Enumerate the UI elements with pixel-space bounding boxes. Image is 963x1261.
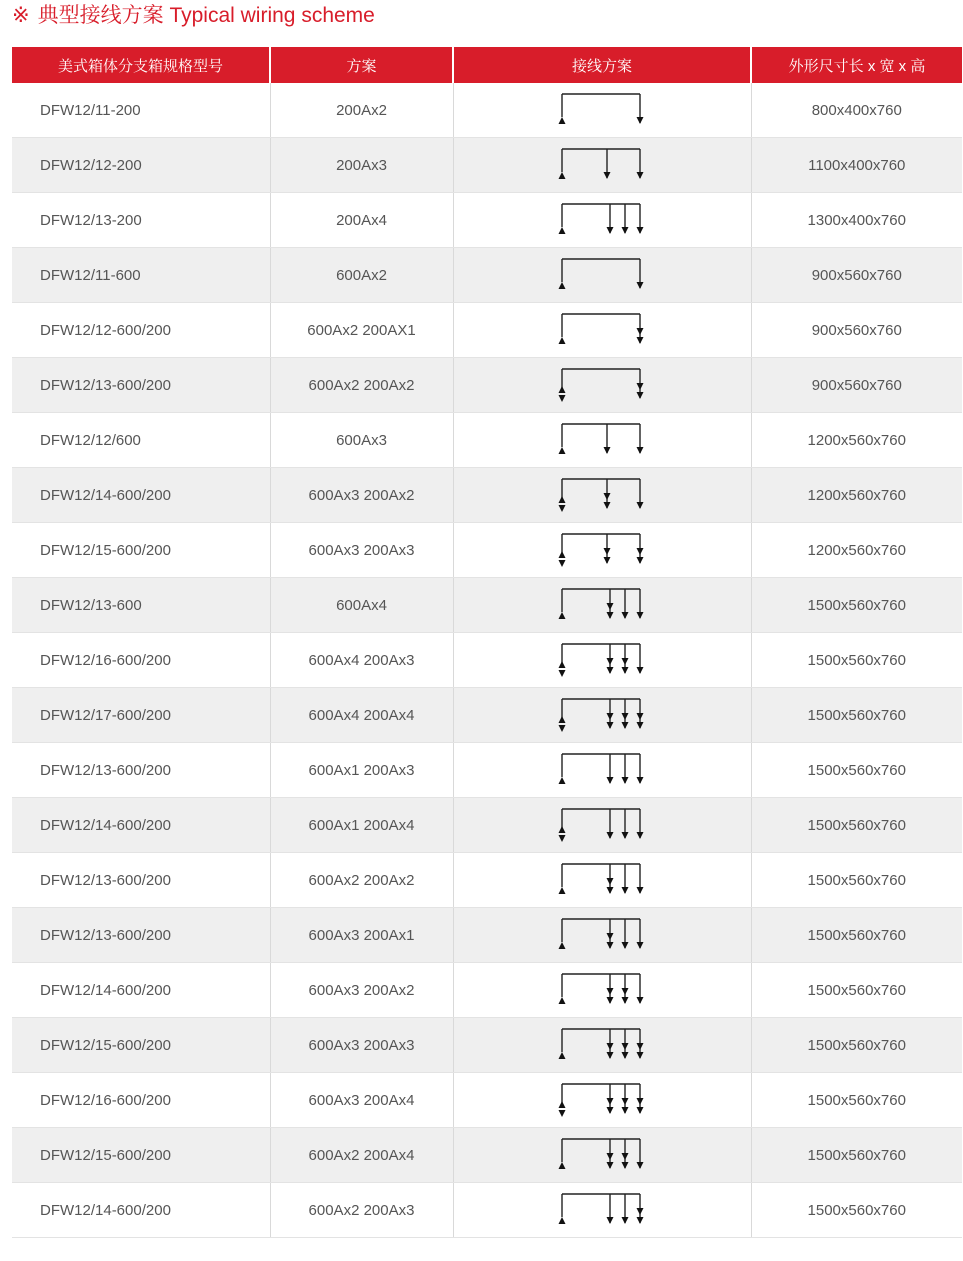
down-arrow-icon [607, 603, 614, 610]
down-arrow-icon [607, 832, 614, 839]
down-arrow-icon [637, 392, 644, 399]
down-arrow-icon [607, 1162, 614, 1169]
scheme-cell: 600Ax2 [270, 248, 453, 303]
up-arrow-icon [559, 447, 566, 454]
size-cell: 1500x560x760 [751, 1128, 962, 1183]
size-cell: 1500x560x760 [751, 633, 962, 688]
down-arrow-icon [637, 713, 644, 720]
wiring-scheme-table [12, 47, 962, 1238]
down-arrow-icon [622, 887, 629, 894]
down-arrow-icon [622, 667, 629, 674]
table-row [12, 908, 962, 963]
up-arrow-icon [559, 1052, 566, 1059]
model-cell: DFW12/16-600/200 [12, 1073, 270, 1128]
wiring-diagram-cell [453, 1128, 751, 1183]
scheme-cell: 600Ax4 [270, 578, 453, 633]
down-arrow-icon [622, 1153, 629, 1160]
down-arrow-icon [622, 1052, 629, 1059]
wiring-diagram-cell [453, 83, 751, 138]
down-arrow-icon [637, 502, 644, 509]
table-row [12, 798, 962, 853]
up-arrow-icon [559, 227, 566, 234]
model-cell: DFW12/13-600/200 [12, 853, 270, 908]
wiring-diagram [556, 750, 648, 790]
scheme-cell: 600Ax4 200Ax3 [270, 633, 453, 688]
header-scheme: 方案 [270, 47, 453, 83]
size-cell: 900x560x760 [751, 358, 962, 413]
wiring-diagram-cell [453, 413, 751, 468]
model-cell: DFW12/13-200 [12, 193, 270, 248]
wiring-diagram [556, 90, 648, 130]
wiring-diagram-cell [453, 853, 751, 908]
table-row [12, 1073, 962, 1128]
down-arrow-icon [607, 1098, 614, 1105]
down-arrow-icon [622, 1098, 629, 1105]
scheme-cell: 200Ax3 [270, 138, 453, 193]
size-cell: 1500x560x760 [751, 578, 962, 633]
table-row [12, 633, 962, 688]
scheme-cell: 600Ax4 200Ax4 [270, 688, 453, 743]
size-cell: 900x560x760 [751, 248, 962, 303]
size-cell: 1500x560x760 [751, 798, 962, 853]
down-arrow-icon [622, 1162, 629, 1169]
down-arrow-icon [637, 1043, 644, 1050]
table-row [12, 743, 962, 798]
wiring-diagram [556, 1080, 648, 1120]
table-row [12, 1183, 962, 1238]
down-arrow-icon [604, 493, 611, 500]
table-row [12, 963, 962, 1018]
wiring-diagram [556, 970, 648, 1010]
scheme-cell: 600Ax3 200Ax2 [270, 963, 453, 1018]
scheme-cell: 600Ax3 200Ax1 [270, 908, 453, 963]
section-title [12, 2, 375, 30]
down-arrow-icon [607, 722, 614, 729]
scheme-cell: 600Ax2 200Ax2 [270, 853, 453, 908]
wiring-diagram [556, 915, 648, 955]
down-arrow-icon [637, 942, 644, 949]
size-cell: 800x400x760 [751, 83, 962, 138]
wiring-diagram [556, 695, 648, 735]
wiring-diagram-cell [453, 193, 751, 248]
wiring-diagram-cell [453, 963, 751, 1018]
scheme-cell: 600Ax3 200Ax4 [270, 1073, 453, 1128]
table-row [12, 1128, 962, 1183]
table-row [12, 358, 962, 413]
down-arrow-icon [559, 505, 566, 512]
down-arrow-icon [622, 713, 629, 720]
wiring-diagram [556, 860, 648, 900]
scheme-cell: 600Ax1 200Ax4 [270, 798, 453, 853]
size-cell: 1500x560x760 [751, 853, 962, 908]
model-cell: DFW12/13-600/200 [12, 908, 270, 963]
down-arrow-icon [637, 997, 644, 1004]
down-arrow-icon [607, 667, 614, 674]
table-header-row [12, 47, 962, 83]
model-cell: DFW12/11-600 [12, 248, 270, 303]
down-arrow-icon [637, 172, 644, 179]
wiring-diagram-cell [453, 633, 751, 688]
down-arrow-icon [637, 548, 644, 555]
up-arrow-icon [559, 716, 566, 723]
down-arrow-icon [637, 1052, 644, 1059]
up-arrow-icon [559, 1101, 566, 1108]
wiring-diagram-cell [453, 798, 751, 853]
up-arrow-icon [559, 1162, 566, 1169]
scheme-cell: 600Ax1 200Ax3 [270, 743, 453, 798]
down-arrow-icon [607, 1153, 614, 1160]
down-arrow-icon [559, 835, 566, 842]
size-cell: 1500x560x760 [751, 743, 962, 798]
down-arrow-icon [622, 1107, 629, 1114]
down-arrow-icon [559, 560, 566, 567]
wiring-diagram [556, 805, 648, 845]
model-cell: DFW12/14-600/200 [12, 798, 270, 853]
wiring-diagram-cell [453, 358, 751, 413]
wiring-diagram [556, 1135, 648, 1175]
header-wiring: 接线方案 [453, 47, 751, 83]
down-arrow-icon [559, 670, 566, 677]
down-arrow-icon [559, 1110, 566, 1117]
wiring-diagram [556, 310, 648, 350]
down-arrow-icon [622, 1043, 629, 1050]
wiring-diagram [556, 585, 648, 625]
down-arrow-icon [607, 612, 614, 619]
wiring-diagram [556, 365, 648, 405]
down-arrow-icon [622, 1217, 629, 1224]
up-arrow-icon [559, 496, 566, 503]
wiring-diagram [556, 1025, 648, 1065]
model-cell: DFW12/13-600 [12, 578, 270, 633]
down-arrow-icon [637, 612, 644, 619]
wiring-diagram [556, 640, 648, 680]
table-row [12, 83, 962, 138]
scheme-cell: 200Ax4 [270, 193, 453, 248]
model-cell: DFW12/15-600/200 [12, 1018, 270, 1073]
up-arrow-icon [559, 551, 566, 558]
wiring-diagram [556, 255, 648, 295]
size-cell: 1500x560x760 [751, 1073, 962, 1128]
down-arrow-icon [604, 548, 611, 555]
model-cell: DFW12/11-200 [12, 83, 270, 138]
size-cell: 1500x560x760 [751, 688, 962, 743]
down-arrow-icon [604, 172, 611, 179]
up-arrow-icon [559, 172, 566, 179]
down-arrow-icon [637, 1208, 644, 1215]
down-arrow-icon [607, 658, 614, 665]
down-arrow-icon [637, 1098, 644, 1105]
down-arrow-icon [622, 722, 629, 729]
model-cell: DFW12/12-600/200 [12, 303, 270, 358]
model-cell: DFW12/12/600 [12, 413, 270, 468]
wiring-diagram-cell [453, 908, 751, 963]
wiring-diagram [556, 1190, 648, 1230]
table-row [12, 248, 962, 303]
down-arrow-icon [622, 227, 629, 234]
down-arrow-icon [637, 117, 644, 124]
wiring-diagram-cell [453, 138, 751, 193]
wiring-diagram-cell [453, 248, 751, 303]
up-arrow-icon [559, 997, 566, 1004]
down-arrow-icon [637, 1217, 644, 1224]
scheme-cell: 600Ax2 200Ax4 [270, 1128, 453, 1183]
down-arrow-icon [622, 942, 629, 949]
model-cell: DFW12/13-600/200 [12, 743, 270, 798]
size-cell: 1500x560x760 [751, 1183, 962, 1238]
down-arrow-icon [607, 1043, 614, 1050]
down-arrow-icon [637, 383, 644, 390]
wiring-diagram [556, 145, 648, 185]
down-arrow-icon [622, 612, 629, 619]
down-arrow-icon [607, 1107, 614, 1114]
down-arrow-icon [622, 997, 629, 1004]
model-cell: DFW12/15-600/200 [12, 523, 270, 578]
down-arrow-icon [637, 557, 644, 564]
up-arrow-icon [559, 1217, 566, 1224]
scheme-cell: 600Ax3 [270, 413, 453, 468]
wiring-diagram [556, 420, 648, 460]
size-cell: 900x560x760 [751, 303, 962, 358]
model-cell: DFW12/12-200 [12, 138, 270, 193]
down-arrow-icon [637, 777, 644, 784]
size-cell: 1500x560x760 [751, 1018, 962, 1073]
wiring-diagram-cell [453, 578, 751, 633]
wiring-diagram-cell [453, 1018, 751, 1073]
wiring-diagram [556, 200, 648, 240]
scheme-cell: 600Ax3 200Ax3 [270, 523, 453, 578]
table-row [12, 193, 962, 248]
down-arrow-icon [622, 658, 629, 665]
table-row [12, 413, 962, 468]
size-cell: 1500x560x760 [751, 963, 962, 1018]
down-arrow-icon [607, 933, 614, 940]
up-arrow-icon [559, 661, 566, 668]
up-arrow-icon [559, 777, 566, 784]
down-arrow-icon [604, 447, 611, 454]
wiring-diagram [556, 530, 648, 570]
model-cell: DFW12/14-600/200 [12, 963, 270, 1018]
down-arrow-icon [622, 832, 629, 839]
reference-mark-icon: ※ [12, 4, 30, 27]
down-arrow-icon [559, 395, 566, 402]
section-title-text: 典型接线方案 Typical wiring scheme [37, 4, 375, 27]
up-arrow-icon [559, 826, 566, 833]
scheme-cell: 600Ax2 200Ax3 [270, 1183, 453, 1238]
scheme-cell: 600Ax3 200Ax2 [270, 468, 453, 523]
model-cell: DFW12/14-600/200 [12, 468, 270, 523]
wiring-diagram-cell [453, 1183, 751, 1238]
wiring-diagram-cell [453, 743, 751, 798]
scheme-cell: 200Ax2 [270, 83, 453, 138]
model-cell: DFW12/15-600/200 [12, 1128, 270, 1183]
wiring-diagram-cell [453, 468, 751, 523]
table-row [12, 853, 962, 908]
down-arrow-icon [604, 557, 611, 564]
wiring-diagram-cell [453, 688, 751, 743]
down-arrow-icon [622, 988, 629, 995]
table-body [12, 83, 962, 1238]
header-model: 美式箱体分支箱规格型号 [12, 47, 270, 83]
scheme-cell: 600Ax3 200Ax3 [270, 1018, 453, 1073]
down-arrow-icon [607, 227, 614, 234]
table-row [12, 688, 962, 743]
scheme-cell: 600Ax2 200Ax2 [270, 358, 453, 413]
wiring-diagram-cell [453, 303, 751, 358]
down-arrow-icon [637, 722, 644, 729]
down-arrow-icon [637, 282, 644, 289]
up-arrow-icon [559, 282, 566, 289]
up-arrow-icon [559, 887, 566, 894]
down-arrow-icon [607, 887, 614, 894]
down-arrow-icon [637, 1162, 644, 1169]
scheme-cell: 600Ax2 200AX1 [270, 303, 453, 358]
wiring-diagram [556, 475, 648, 515]
up-arrow-icon [559, 337, 566, 344]
down-arrow-icon [607, 988, 614, 995]
down-arrow-icon [607, 777, 614, 784]
table-row [12, 303, 962, 358]
up-arrow-icon [559, 386, 566, 393]
model-cell: DFW12/16-600/200 [12, 633, 270, 688]
down-arrow-icon [607, 1052, 614, 1059]
down-arrow-icon [637, 832, 644, 839]
up-arrow-icon [559, 117, 566, 124]
down-arrow-icon [637, 227, 644, 234]
size-cell: 1200x560x760 [751, 468, 962, 523]
up-arrow-icon [559, 942, 566, 949]
down-arrow-icon [637, 447, 644, 454]
down-arrow-icon [607, 997, 614, 1004]
down-arrow-icon [637, 1107, 644, 1114]
down-arrow-icon [604, 502, 611, 509]
down-arrow-icon [622, 777, 629, 784]
down-arrow-icon [607, 942, 614, 949]
model-cell: DFW12/17-600/200 [12, 688, 270, 743]
table-row [12, 468, 962, 523]
wiring-diagram-cell [453, 1073, 751, 1128]
down-arrow-icon [607, 713, 614, 720]
table-row [12, 1018, 962, 1073]
up-arrow-icon [559, 612, 566, 619]
down-arrow-icon [559, 725, 566, 732]
table-row [12, 578, 962, 633]
model-cell: DFW12/14-600/200 [12, 1183, 270, 1238]
down-arrow-icon [637, 337, 644, 344]
size-cell: 1300x400x760 [751, 193, 962, 248]
size-cell: 1200x560x760 [751, 413, 962, 468]
size-cell: 1200x560x760 [751, 523, 962, 578]
down-arrow-icon [637, 887, 644, 894]
down-arrow-icon [607, 1217, 614, 1224]
size-cell: 1100x400x760 [751, 138, 962, 193]
size-cell: 1500x560x760 [751, 908, 962, 963]
down-arrow-icon [637, 328, 644, 335]
table-row [12, 138, 962, 193]
header-size: 外形尺寸长 x 宽 x 高 [751, 47, 962, 83]
model-cell: DFW12/13-600/200 [12, 358, 270, 413]
down-arrow-icon [637, 667, 644, 674]
wiring-diagram-cell [453, 523, 751, 578]
table-row [12, 523, 962, 578]
down-arrow-icon [607, 878, 614, 885]
